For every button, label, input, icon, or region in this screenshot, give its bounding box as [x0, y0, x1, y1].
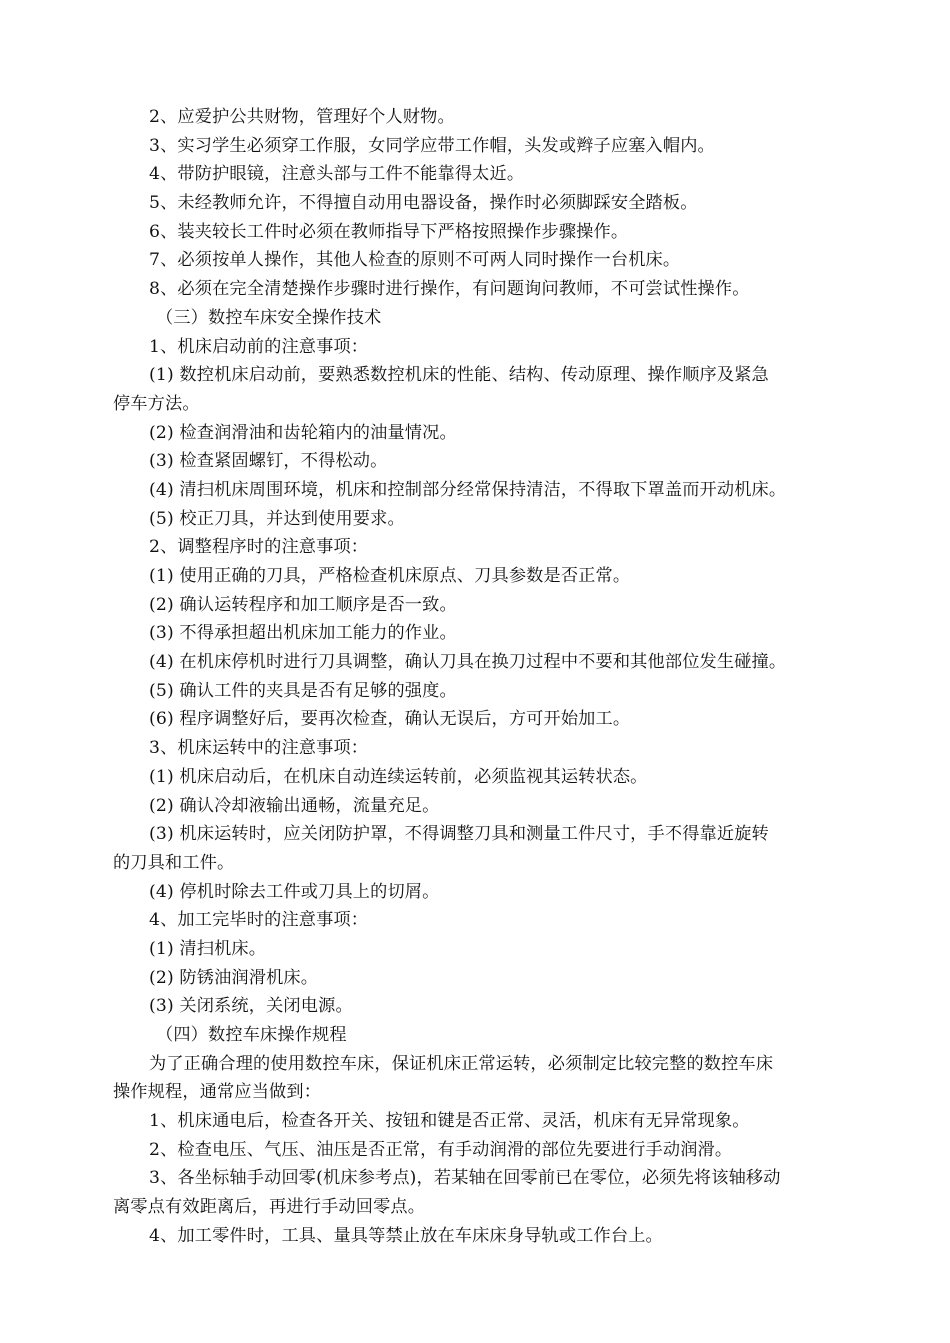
paragraph-continuation: 操作规程，通常应当做到：: [113, 1082, 322, 1103]
subsection-heading: 2、调整程序时的注意事项：: [149, 537, 369, 558]
list-item: (4) 停机时除去工件或刀具上的切屑。: [149, 881, 440, 902]
list-item: (1) 数控机床启动前，要熟悉数控机床的性能、结构、传动原理、操作顺序及紧急: [149, 365, 769, 386]
subsection-heading: 1、机床启动前的注意事项：: [149, 336, 369, 357]
list-item: (3) 不得承担超出机床加工能力的作业。: [149, 623, 457, 644]
list-item: 2、应爱护公共财物，管理好个人财物。: [149, 107, 455, 127]
list-item: (1) 清扫机床。: [149, 938, 267, 959]
list-item: 2、检查电压、气压、油压是否正常，有手动润滑的部位先要进行手动润滑。: [149, 1139, 733, 1160]
list-item: (2) 确认冷却液输出通畅，流量充足。: [149, 795, 440, 816]
list-item: (3) 机床运转时，应关闭防护罩，不得调整刀具和测量工件尺寸，手不得靠近旋转: [149, 824, 769, 845]
list-item-continuation: 停车方法。: [113, 393, 200, 414]
list-item: (4) 在机床停机时进行刀具调整，确认刀具在换刀过程中不要和其他部位发生碰撞。: [149, 652, 787, 673]
list-item: (5) 校正刀具，并达到使用要求。: [149, 508, 405, 529]
list-item: 4、加工零件时，工具、量具等禁止放在车床床身导轨或工作台上。: [149, 1225, 663, 1246]
subsection-heading: 4、加工完毕时的注意事项：: [149, 910, 369, 931]
list-item: 7、必须按单人操作，其他人检查的原则不可两人同时操作一台机床。: [149, 250, 681, 271]
list-item-continuation: 的刀具和工件。: [113, 852, 235, 873]
list-item: (3) 检查紧固螺钉，不得松动。: [149, 451, 388, 472]
list-item: 4、带防护眼镜，注意头部与工件不能靠得太近。: [149, 164, 525, 185]
document-page: [113, 103, 838, 1251]
list-item-continuation: 离零点有效距离后，再进行手动回零点。: [113, 1197, 426, 1218]
list-item: (1) 使用正确的刀具，严格检查机床原点、刀具参数是否正常。: [149, 566, 631, 586]
list-item: 3、各坐标轴手动回零(机床参考点)，若某轴在回零前已在零位，必须先将该轴移动: [149, 1168, 781, 1189]
list-item: (6) 程序调整好后，要再次检查，确认无误后，方可开始加工。: [149, 709, 631, 730]
list-item: (2) 确认运转程序和加工顺序是否一致。: [149, 594, 457, 615]
paragraph-line: 为了正确合理的使用数控车床，保证机床正常运转，必须制定比较完整的数控车床: [149, 1053, 774, 1074]
list-item: (1) 机床启动后，在机床自动连续运转前，必须监视其运转状态。: [149, 766, 648, 787]
list-item: (2) 防锈油润滑机床。: [149, 967, 319, 988]
section-heading: （四）数控车床操作规程: [156, 1025, 347, 1045]
list-item: 8、必须在完全清楚操作步骤时进行操作，有问题询问教师，不可尝试性操作。: [149, 279, 750, 300]
subsection-heading: 3、机床运转中的注意事项：: [149, 738, 369, 759]
list-item: (2) 检查润滑油和齿轮箱内的油量情况。: [149, 422, 457, 443]
list-item: 1、机床通电后，检查各开关、按钮和键是否正常、灵活，机床有无异常现象。: [149, 1111, 750, 1132]
list-item: 5、未经教师允许，不得擅自动用电器设备，操作时必须脚踩安全踏板。: [149, 193, 698, 214]
list-item: 3、实习学生必须穿工作服，女同学应带工作帽，头发或辫子应塞入帽内。: [149, 135, 715, 156]
list-item: 6、装夹较长工件时必须在教师指导下严格按照操作步骤操作。: [149, 221, 629, 242]
list-item: (3) 关闭系统，关闭电源。: [149, 996, 353, 1017]
list-item: (5) 确认工件的夹具是否有足够的强度。: [149, 680, 457, 701]
section-heading: （三）数控车床安全操作技术: [156, 307, 382, 328]
list-item: (4) 清扫机床周围环境，机床和控制部分经常保持清洁，不得取下罩盖而开动机床。: [149, 479, 787, 500]
